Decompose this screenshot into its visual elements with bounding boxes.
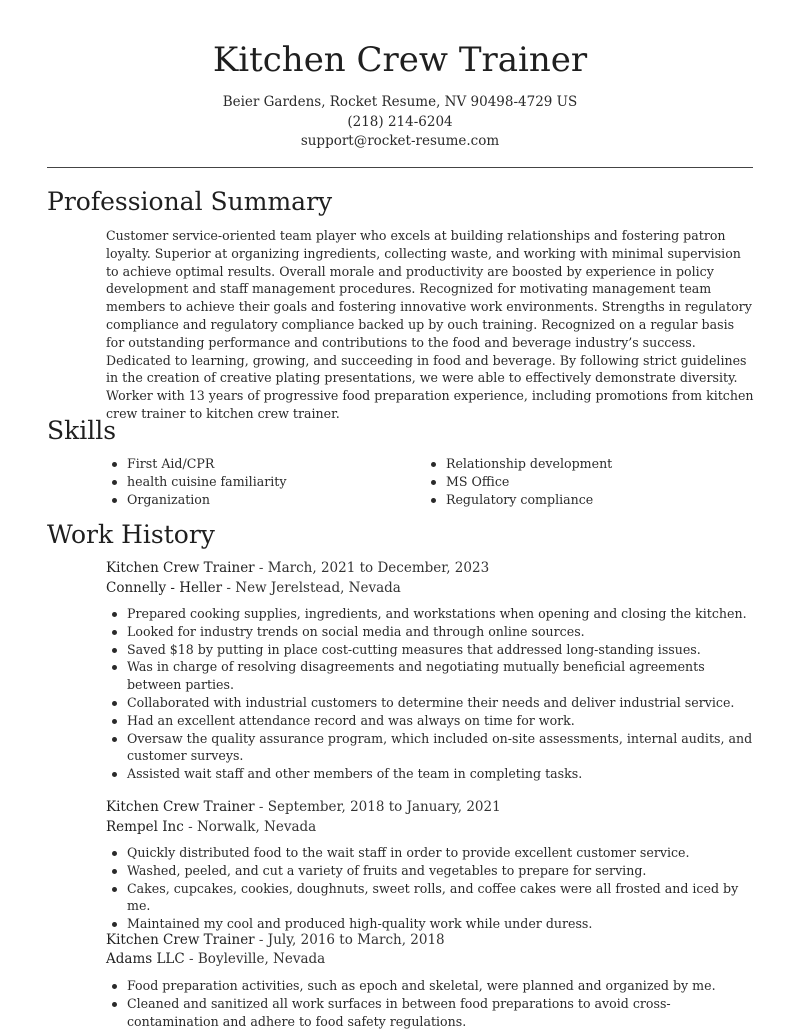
skills-list-right	[425, 455, 745, 508]
job-company-line	[106, 818, 316, 837]
job-duties-list	[106, 844, 756, 933]
job-separator: -	[254, 799, 268, 815]
job-separator: -	[183, 819, 197, 835]
job-separator: -	[184, 951, 198, 967]
job-title: Kitchen Crew Trainer	[106, 560, 255, 576]
job-company: Rempel Inc	[106, 819, 184, 835]
job-duty: Food preparation activities, such as epoch and skeletal, were planned and organized by me.	[106, 977, 756, 995]
job-duty: Oversaw the quality assurance program, which included on-site assessments, internal audits, and customer surveys.	[106, 730, 756, 766]
job-title-line	[106, 559, 489, 578]
job-duty: Collaborated with industrial customers to determine their needs and deliver industrial service.	[106, 694, 756, 712]
skill-item: Regulatory compliance	[425, 491, 745, 509]
job-duty: Looked for industry trends on social media and through online sources.	[106, 623, 756, 641]
skill-item: First Aid/CPR	[106, 455, 406, 473]
job-dates: March, 2021 to December, 2023	[267, 560, 490, 576]
job-duty: Maintained my cool and produced high-quality work while under duress.	[106, 915, 756, 933]
job-title: Kitchen Crew Trainer	[106, 932, 255, 948]
job-title-line	[106, 931, 445, 950]
job-location: Boyleville, Nevada	[197, 951, 326, 967]
job-location: New Jerelstead, Nevada	[235, 580, 401, 596]
job-duty: Assisted wait staff and other members of the team in completing tasks.	[106, 765, 756, 783]
summary-heading: Professional Summary	[47, 187, 333, 216]
skills-list-left	[106, 455, 406, 508]
job-company-line	[106, 950, 325, 969]
skill-item: MS Office	[425, 473, 745, 491]
job-duties-list	[106, 605, 756, 783]
job-duty: Had an excellent attendance record and was always on time for work.	[106, 712, 756, 730]
job-duties-list	[106, 977, 756, 1030]
job-title-line	[106, 798, 501, 817]
skill-item: Organization	[106, 491, 406, 509]
job-dates: September, 2018 to January, 2021	[267, 799, 501, 815]
contact-phone: (218) 214-6204	[347, 114, 453, 130]
job-separator: -	[254, 932, 268, 948]
job-separator: -	[222, 580, 236, 596]
job-duty: Cakes, cupcakes, cookies, doughnuts, sweet rolls, and coffee cakes were all frosted and iced by me.	[106, 880, 756, 916]
job-company-line	[106, 579, 401, 598]
skill-item: health cuisine familiarity	[106, 473, 406, 491]
contact-address: Beier Gardens, Rocket Resume, NV 90498-4729 US	[222, 94, 578, 110]
skills-heading: Skills	[47, 416, 117, 445]
skill-item: Relationship development	[425, 455, 745, 473]
job-duty: Saved $18 by putting in place cost-cutting measures that addressed long-standing issues.	[106, 641, 756, 659]
resume-name: Kitchen Crew Trainer	[212, 40, 588, 80]
job-separator: -	[254, 560, 268, 576]
contact-email: support@rocket-resume.com	[300, 133, 500, 149]
job-company: Connelly - Heller	[106, 580, 223, 596]
job-duty: Was in charge of resolving disagreements and negotiating mutually beneficial agreements between parties.	[106, 658, 756, 694]
work-history-heading: Work History	[47, 520, 215, 549]
job-location: Norwalk, Nevada	[196, 819, 317, 835]
summary-text: Customer service-oriented team player who excels at building relationships and fostering patron loyalty. Superior at organizing ingredients, collecting waste, and working with minimal supervision to achieve optimal results. Overall morale and productivity are boosted by experience in policy development and staff management procedures. Recognized for motivating management team members to achieve their goals and fostering innovative work environments. Strengths in regulatory compliance and regulatory compliance backed up by ouch training. Recognized on a regular basis for outstanding performance and contributions to the food and beverage industry’s success. Dedicated to learning, growing, and succeeding in food and beverage. By following strict guidelines in the creation of creative plating presentations, we were able to effectively demonstrate diversity. Worker with 13 years of progressive food preparation experience, including promotions from kitchen crew trainer to kitchen crew trainer.	[106, 228, 754, 421]
job-duty: Prepared cooking supplies, ingredients, and workstations when opening and closing the kitchen.	[106, 605, 756, 623]
header-divider	[47, 167, 753, 168]
job-duty: Quickly distributed food to the wait staff in order to provide excellent customer service.	[106, 844, 756, 862]
job-dates: July, 2016 to March, 2018	[267, 932, 445, 948]
job-duty: Washed, peeled, and cut a variety of fruits and vegetables to prepare for serving.	[106, 862, 756, 880]
job-duty: Cleaned and sanitized all work surfaces in between food preparations to avoid cross-contamination and adhere to food safety regulations.	[106, 995, 756, 1031]
job-title: Kitchen Crew Trainer	[106, 799, 255, 815]
job-company: Adams LLC	[106, 951, 185, 967]
